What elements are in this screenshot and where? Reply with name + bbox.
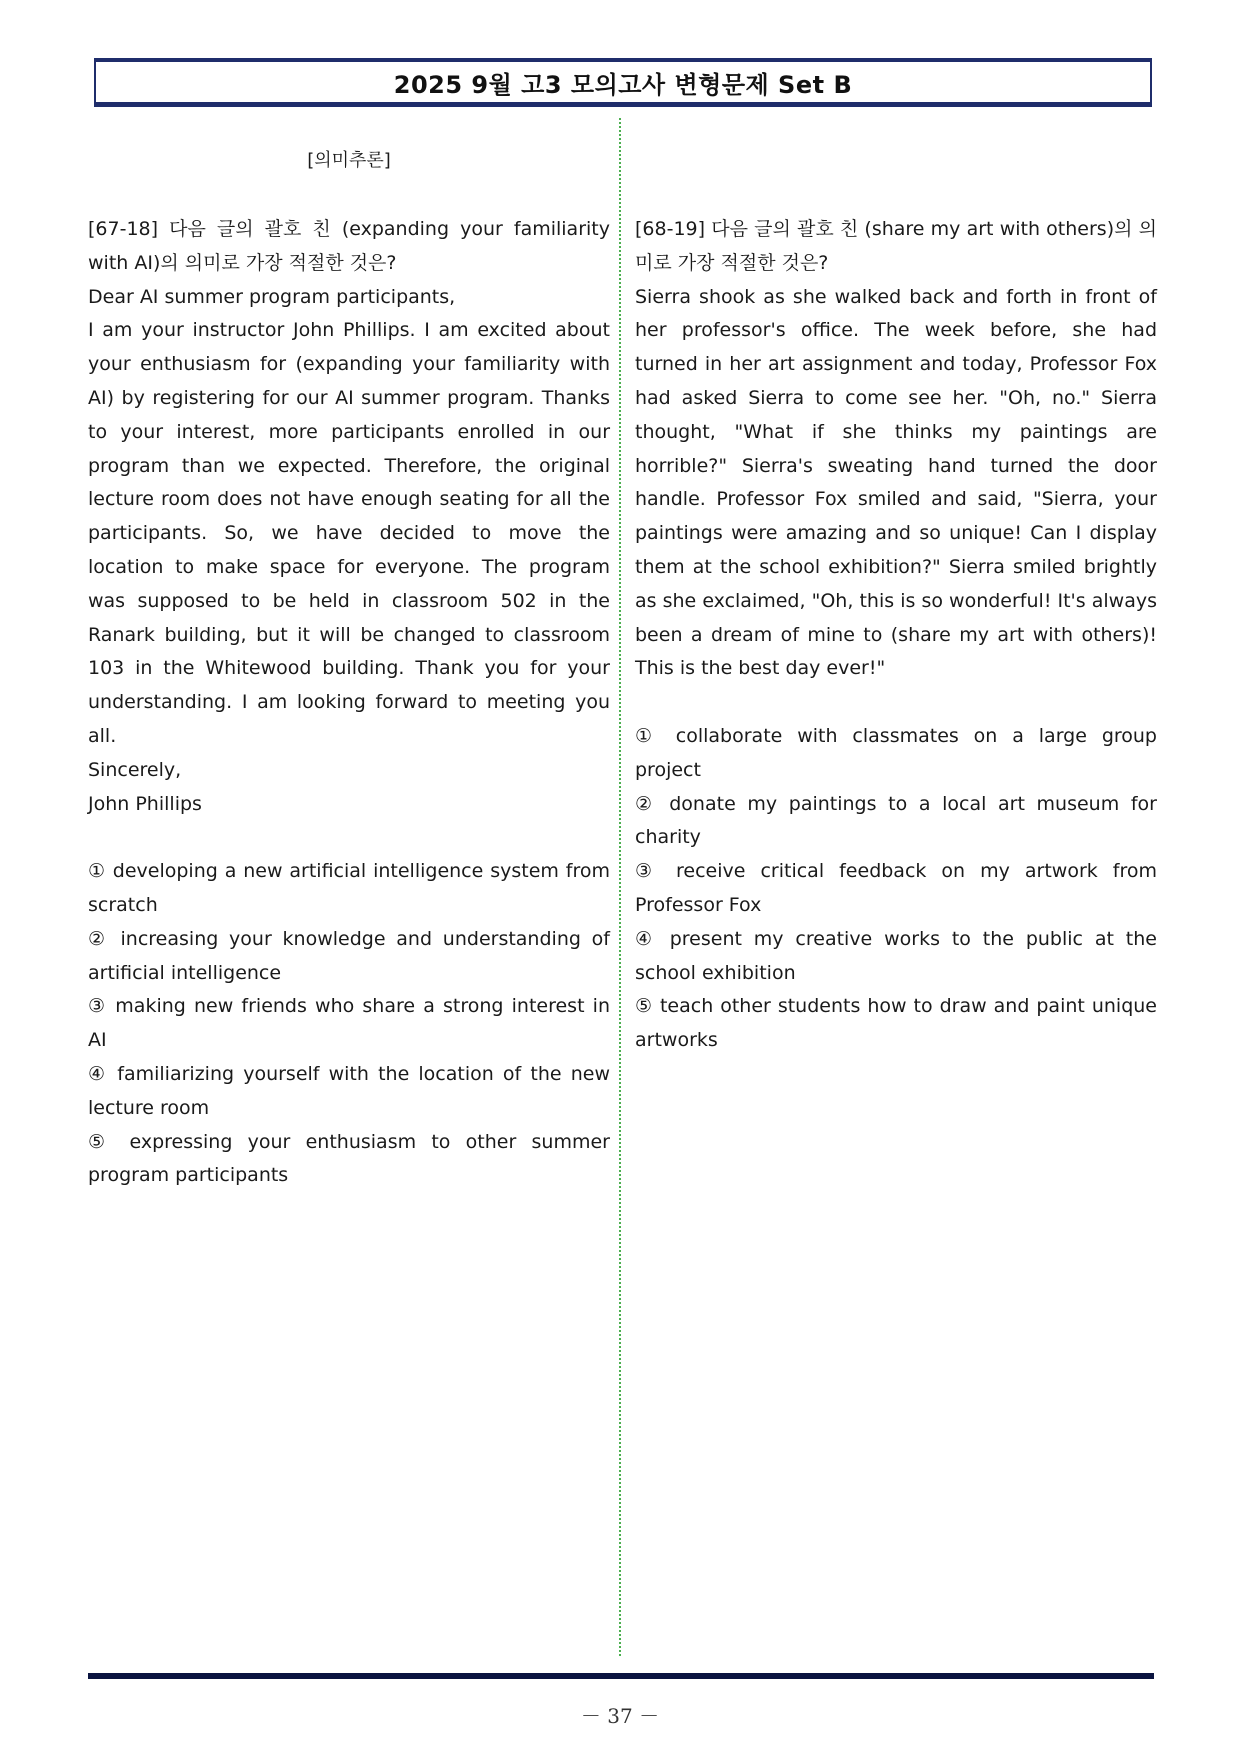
question-67-passage: I am your instructor John Phillips. I am excited about your enthusiasm for (expanding your familiarity with AI) by registering for our AI summer program. Thanks to your interest, more participants enrolled in our program than we expected. Therefore, the original lecture room does not have enough seating for all the participants. So, we have decided to move the location to make space for everyone. The program was supposed to be held in classroom 502 in the Ranark building, but it will be changed to classroom 103 in the Whitewood building. Thank you for your understanding. I am looking forward to meeting you all. (88, 319, 610, 747)
question-68-option-3: ③ receive critical feedback on my artwork from Professor Fox (635, 860, 1157, 916)
footer-rule (88, 1673, 1154, 1679)
page-number: － 37 － (580, 1704, 660, 1728)
question-67-option-4: ④ familiarizing yourself with the location of the new lecture room (88, 1062, 610, 1119)
question-67-option-5: ⑤ expressing your enthusiasm to other summer program participants (88, 1130, 610, 1187)
page-title: 2025 9월 고3 모의고사 변형문제 Set B (393, 70, 853, 99)
question-67-option-3: ③ making new friends who share a strong interest in AI (88, 995, 610, 1052)
page-title-box (94, 58, 1152, 107)
spacer (635, 686, 1157, 720)
question-67-column (88, 213, 610, 1193)
question-68-option-2: ② donate my paintings to a local art museum for charity (635, 792, 1157, 849)
column-divider (619, 118, 621, 1656)
question-68-prompt: [68-19] 다음 글의 괄호 친 (share my art with others)의 의미로 가장 적절한 것은? (635, 218, 1157, 274)
question-67-prompt: [67-18] 다음 글의 괄호 친 (expanding your familiarity with AI)의 의미로 가장 적절한 것은? (88, 218, 610, 274)
question-68-option-1: ① collaborate with classmates on a large group project (635, 724, 1157, 781)
question-68-passage: Sierra shook as she walked back and forth in front of her professor's office. The week before, she had turned in her art assignment and today, Professor Fox had asked Sierra to come see her. "Oh, no." Sierra thought, "What if she thinks my paintings are horrible?" Sierra's sweating hand turned the door handle. Professor Fox smiled and said, "Sierra, your paintings were amazing and so unique! Can I display them at the school exhibition?" Sierra smiled brightly as she exclaimed, "Oh, this is so wonderful! It's always been a dream of mine to (share my art with others)! This is the best day ever!" (635, 285, 1157, 680)
question-68-column (635, 213, 1157, 1058)
question-67-option-1: ① developing a new artificial intelligence system from scratch (88, 860, 610, 916)
section-label: [의미추론] (307, 150, 391, 171)
letter-signature: John Phillips (88, 792, 202, 815)
question-68-option-5: ⑤ teach other students how to draw and paint unique artworks (635, 995, 1157, 1052)
question-68-option-4: ④ present my creative works to the public at the school exhibition (635, 927, 1157, 984)
letter-closing: Sincerely, (88, 758, 182, 781)
spacer (88, 821, 610, 855)
letter-salutation: Dear AI summer program participants, (88, 285, 456, 308)
question-67-option-2: ② increasing your knowledge and understanding of artificial intelligence (88, 927, 610, 984)
